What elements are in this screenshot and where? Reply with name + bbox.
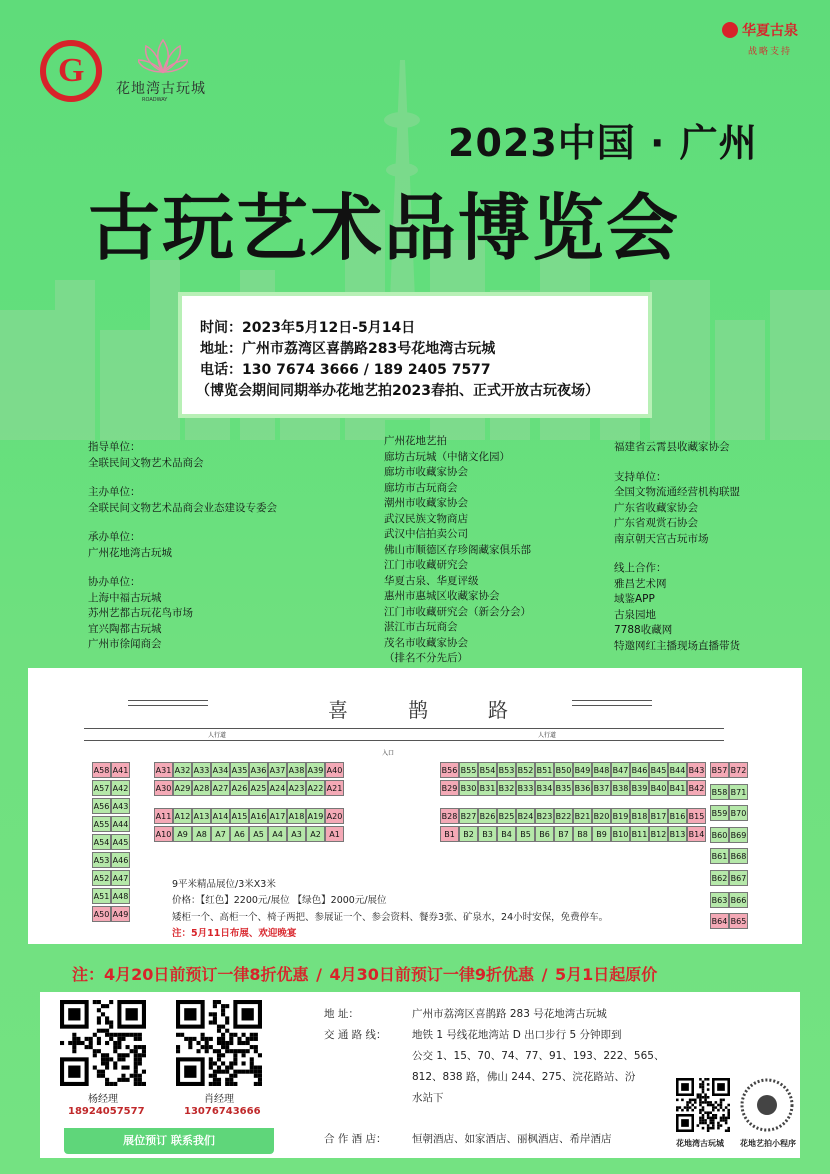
mini-program-code-icon[interactable] bbox=[740, 1078, 794, 1132]
booth-b46[interactable]: B46 bbox=[630, 762, 649, 778]
booth-b34[interactable]: B34 bbox=[535, 780, 554, 796]
booth-b71[interactable]: B71 bbox=[729, 784, 748, 800]
guangzhou-g-logo: G bbox=[40, 40, 102, 102]
organizer-line: 全国文物流通经营机构联盟 bbox=[614, 486, 740, 498]
booth-a34[interactable]: A34 bbox=[211, 762, 230, 778]
title-line-2: 古玩艺术品博览会 bbox=[88, 186, 681, 270]
booth-a52[interactable]: A52 bbox=[92, 870, 111, 886]
booth-b45[interactable]: B45 bbox=[649, 762, 668, 778]
spacer bbox=[88, 561, 277, 575]
booth-b65[interactable]: B65 bbox=[729, 913, 748, 929]
booth-b1[interactable]: B1 bbox=[440, 826, 459, 842]
organizer-line: 佛山市顺德区存珍阁藏家俱乐部 bbox=[384, 543, 531, 556]
booth-b13[interactable]: B13 bbox=[668, 826, 687, 842]
organizer-line: 廊坊市收藏家协会 bbox=[384, 466, 468, 478]
booth-b17[interactable]: B17 bbox=[649, 808, 668, 824]
traffic-label: 交 通 路 线： bbox=[324, 1029, 387, 1041]
booth-b67[interactable]: B67 bbox=[729, 870, 748, 886]
organizer-line: 苏州艺都古玩花鸟市场 bbox=[88, 607, 193, 619]
organizer-line: 广东省收藏家协会 bbox=[614, 501, 698, 514]
booth-b63[interactable]: B63 bbox=[710, 892, 729, 908]
booth-b18[interactable]: B18 bbox=[630, 808, 649, 824]
organizer-line: 线上合作： bbox=[614, 562, 667, 574]
organizer-line: 上海中福古玩城 bbox=[88, 591, 162, 604]
booth-a45[interactable]: A45 bbox=[111, 834, 130, 850]
booth-a33[interactable]: A33 bbox=[192, 762, 211, 778]
booth-a49[interactable]: A49 bbox=[111, 906, 130, 922]
booth-a32[interactable]: A32 bbox=[173, 762, 192, 778]
booth-b21[interactable]: B21 bbox=[573, 808, 592, 824]
organizer-line: 惠州市惠城区收藏家协会 bbox=[384, 590, 500, 602]
booth-b8[interactable]: B8 bbox=[573, 826, 592, 842]
booth-b3[interactable]: B3 bbox=[478, 826, 497, 842]
contact-us-button[interactable]: 展位预订 联系我们 bbox=[64, 1128, 274, 1154]
booth-b42[interactable]: B42 bbox=[687, 780, 706, 796]
brand-sub: ROADWAY bbox=[142, 97, 168, 103]
organizers-column-3 bbox=[614, 440, 740, 654]
spacer bbox=[614, 456, 740, 470]
organizer-line: 域鉴APP bbox=[614, 593, 655, 605]
booth-b43[interactable]: B43 bbox=[687, 762, 706, 778]
booth-a41[interactable]: A41 bbox=[111, 762, 130, 778]
organizer-line: 雅昌艺术网 bbox=[614, 577, 667, 590]
booth-b20[interactable]: B20 bbox=[592, 808, 611, 824]
booth-a24[interactable]: A24 bbox=[268, 780, 287, 796]
organizer-line: 廊坊古玩城（中储文化园） bbox=[384, 450, 510, 463]
booth-a16[interactable]: A16 bbox=[249, 808, 268, 824]
booth-b22[interactable]: B22 bbox=[554, 808, 573, 824]
address-value: 广州市荔湾区喜鹊路 283 号花地湾古玩城 bbox=[412, 1008, 607, 1020]
qr-label-city: 花地湾古玩城 bbox=[676, 1139, 724, 1148]
organizer-line: 特邀网红主播现场直播带货 bbox=[614, 639, 740, 652]
booth-b5[interactable]: B5 bbox=[516, 826, 535, 842]
booth-a40[interactable]: A40 bbox=[325, 762, 344, 778]
booth-a42[interactable]: A42 bbox=[111, 780, 130, 796]
booth-a44[interactable]: A44 bbox=[111, 816, 130, 832]
booth-includes: 矮柜一个、高柜一个、椅子两把、参展证一个、参会资料、餐券3张、矿泉水，24小时安保，免费停车。 bbox=[172, 912, 609, 923]
booth-b52[interactable]: B52 bbox=[516, 762, 535, 778]
booth-a3[interactable]: A3 bbox=[287, 826, 306, 842]
traffic-line-3: 812、838 路，佛山 244、275、浣花路站、汾 bbox=[412, 1071, 636, 1083]
booth-b14[interactable]: B14 bbox=[687, 826, 706, 842]
booth-a6[interactable]: A6 bbox=[230, 826, 249, 842]
booth-b61[interactable]: B61 bbox=[710, 848, 729, 864]
booth-a12[interactable]: A12 bbox=[173, 808, 192, 824]
lotus-logo-icon bbox=[138, 36, 188, 76]
booth-b49[interactable]: B49 bbox=[573, 762, 592, 778]
organizer-line: 湛江市古玩商会 bbox=[384, 621, 458, 633]
booth-b15[interactable]: B15 bbox=[687, 808, 706, 824]
organizer-line: 廊坊市古玩商会 bbox=[384, 481, 458, 494]
booth-b37[interactable]: B37 bbox=[592, 780, 611, 796]
organizer-line: 广州市徐闻商会 bbox=[88, 638, 162, 650]
booth-b68[interactable]: B68 bbox=[729, 848, 748, 864]
organizer-line: 华夏古泉、华夏评级 bbox=[384, 574, 479, 587]
booth-b36[interactable]: B36 bbox=[573, 780, 592, 796]
booth-a10[interactable]: A10 bbox=[154, 826, 173, 842]
organizer-line: 承办单位： bbox=[88, 531, 141, 543]
booth-a8[interactable]: A8 bbox=[192, 826, 211, 842]
booth-b40[interactable]: B40 bbox=[649, 780, 668, 796]
booth-a55[interactable]: A55 bbox=[92, 816, 111, 832]
organizer-line: 古泉园地 bbox=[614, 608, 656, 621]
booth-a5[interactable]: A5 bbox=[249, 826, 268, 842]
booth-b38[interactable]: B38 bbox=[611, 780, 630, 796]
booth-a27[interactable]: A27 bbox=[211, 780, 230, 796]
organizer-line: 广州花地湾古玩城 bbox=[88, 546, 172, 559]
organizer-line: 支持单位： bbox=[614, 470, 667, 483]
booth-a56[interactable]: A56 bbox=[92, 798, 111, 814]
traffic-line-1: 地铁 1 号线花地湾站 D 出口步行 5 分钟即到 bbox=[412, 1029, 622, 1041]
contact-phone-1: 18924057577 bbox=[68, 1106, 145, 1117]
organizers-column-2 bbox=[384, 434, 531, 667]
organizer-line: 江门市收藏研究会（新会分会） bbox=[384, 605, 531, 618]
booth-a46[interactable]: A46 bbox=[111, 852, 130, 868]
setup-note: 注：5月11日布展、欢迎晚宴 bbox=[172, 928, 297, 939]
booth-b59[interactable]: B59 bbox=[710, 805, 729, 821]
organizer-line: 广州花地艺拍 bbox=[384, 435, 447, 447]
booth-b11[interactable]: B11 bbox=[630, 826, 649, 842]
booth-a36[interactable]: A36 bbox=[249, 762, 268, 778]
booth-b72[interactable]: B72 bbox=[729, 762, 748, 778]
booth-b39[interactable]: B39 bbox=[630, 780, 649, 796]
booth-b27[interactable]: B27 bbox=[459, 808, 478, 824]
booth-b53[interactable]: B53 bbox=[497, 762, 516, 778]
info-address: 地址：广州市荔湾区喜鹊路283号花地湾古玩城 bbox=[200, 341, 496, 357]
organizer-line: 南京朝天宫古玩市场 bbox=[614, 532, 709, 545]
sidewalk-label-left: 人行道 bbox=[208, 732, 227, 739]
spacer bbox=[88, 471, 277, 485]
info-phone: 电话：130 7674 3666 / 189 2405 7577 bbox=[200, 362, 491, 378]
huaxia-logo-icon bbox=[722, 22, 738, 38]
booth-b25[interactable]: B25 bbox=[497, 808, 516, 824]
booth-b2[interactable]: B2 bbox=[459, 826, 478, 842]
booth-b19[interactable]: B19 bbox=[611, 808, 630, 824]
booth-b41[interactable]: B41 bbox=[668, 780, 687, 796]
booth-a21[interactable]: A21 bbox=[325, 780, 344, 796]
contact-name-1: 杨经理 bbox=[88, 1094, 118, 1105]
organizer-line: 江门市收藏研究会 bbox=[384, 559, 468, 571]
organizer-line: 广东省观赏石协会 bbox=[614, 517, 698, 529]
floor-plan bbox=[28, 668, 802, 944]
booth-b7[interactable]: B7 bbox=[554, 826, 573, 842]
booth-b9[interactable]: B9 bbox=[592, 826, 611, 842]
booth-a17[interactable]: A17 bbox=[268, 808, 287, 824]
contact-phone-2: 13076743666 bbox=[184, 1106, 261, 1117]
address-label: 地 址： bbox=[324, 1008, 359, 1020]
contact-panel bbox=[40, 992, 800, 1158]
booth-a4[interactable]: A4 bbox=[268, 826, 287, 842]
organizer-line: 潮州市收藏家协会 bbox=[384, 497, 468, 509]
booth-a31[interactable]: A31 bbox=[154, 762, 173, 778]
booth-b16[interactable]: B16 bbox=[668, 808, 687, 824]
organizer-line: 7788收藏网 bbox=[614, 624, 673, 636]
booth-a18[interactable]: A18 bbox=[287, 808, 306, 824]
booth-a53[interactable]: A53 bbox=[92, 852, 111, 868]
booth-b31[interactable]: B31 bbox=[478, 780, 497, 796]
booth-b28[interactable]: B28 bbox=[440, 808, 459, 824]
road-name: 喜鹊路 bbox=[328, 698, 568, 722]
booth-b33[interactable]: B33 bbox=[516, 780, 535, 796]
booth-a26[interactable]: A26 bbox=[230, 780, 249, 796]
organizers-column-1 bbox=[88, 440, 277, 653]
info-box bbox=[178, 292, 652, 418]
booth-b60[interactable]: B60 bbox=[710, 827, 729, 843]
organizer-line: 指导单位： bbox=[88, 441, 141, 453]
booth-b69[interactable]: B69 bbox=[729, 827, 748, 843]
booth-b50[interactable]: B50 bbox=[554, 762, 573, 778]
booth-a35[interactable]: A35 bbox=[230, 762, 249, 778]
booth-b35[interactable]: B35 bbox=[554, 780, 573, 796]
booth-a11[interactable]: A11 bbox=[154, 808, 173, 824]
organizer-line: 全联民间文物艺术品商会 bbox=[88, 456, 204, 469]
booth-a28[interactable]: A28 bbox=[192, 780, 211, 796]
booth-b70[interactable]: B70 bbox=[729, 805, 748, 821]
booth-b23[interactable]: B23 bbox=[535, 808, 554, 824]
booth-a50[interactable]: A50 bbox=[92, 906, 111, 922]
booth-a9[interactable]: A9 bbox=[173, 826, 192, 842]
traffic-line-4: 水站下 bbox=[412, 1092, 444, 1104]
booth-b30[interactable]: B30 bbox=[459, 780, 478, 796]
organizer-line: 福建省云霄县收藏家协会 bbox=[614, 441, 730, 453]
spacer bbox=[614, 547, 740, 561]
spacer bbox=[88, 516, 277, 530]
booth-a30[interactable]: A30 bbox=[154, 780, 173, 796]
qr-code-city[interactable] bbox=[676, 1078, 730, 1132]
booth-b55[interactable]: B55 bbox=[459, 762, 478, 778]
booth-b56[interactable]: B56 bbox=[440, 762, 459, 778]
booth-b29[interactable]: B29 bbox=[440, 780, 459, 796]
booth-b64[interactable]: B64 bbox=[710, 913, 729, 929]
booth-a13[interactable]: A13 bbox=[192, 808, 211, 824]
discount-banner: 注：4月20日前预订一律8折优惠 / 4月30日前预订一律9折优惠 / 5月1日起原价 bbox=[72, 965, 658, 984]
booth-a7[interactable]: A7 bbox=[211, 826, 230, 842]
booth-a25[interactable]: A25 bbox=[249, 780, 268, 796]
organizer-line: 协办单位： bbox=[88, 576, 141, 588]
organizer-line: 茂名市收藏家协会 bbox=[384, 636, 468, 649]
qr-label-mini: 花地艺拍小程序 bbox=[740, 1139, 796, 1148]
booth-b58[interactable]: B58 bbox=[710, 784, 729, 800]
booth-b47[interactable]: B47 bbox=[611, 762, 630, 778]
hotel-value: 恒朝酒店、如家酒店、丽枫酒店、希岸酒店 bbox=[412, 1133, 612, 1145]
booth-a20[interactable]: A20 bbox=[325, 808, 344, 824]
sidewalk-label-right: 人行道 bbox=[538, 732, 557, 739]
title-line-1: 2023中国 · 广州 bbox=[448, 121, 758, 165]
organizer-line: 武汉民族文物商店 bbox=[384, 512, 468, 525]
booth-a2[interactable]: A2 bbox=[306, 826, 325, 842]
booth-a23[interactable]: A23 bbox=[287, 780, 306, 796]
organizer-line: 武汉中信拍卖公司 bbox=[384, 528, 468, 540]
booth-a58[interactable]: A58 bbox=[92, 762, 111, 778]
qr-code-xiao[interactable] bbox=[176, 1000, 262, 1086]
booth-b24[interactable]: B24 bbox=[516, 808, 535, 824]
booth-b57[interactable]: B57 bbox=[710, 762, 729, 778]
booth-b54[interactable]: B54 bbox=[478, 762, 497, 778]
partner-name: 华夏古泉 bbox=[742, 23, 798, 39]
booth-a15[interactable]: A15 bbox=[230, 808, 249, 824]
info-note: （博览会期间同期举办花地艺拍2023春拍、正式开放古玩夜场） bbox=[196, 383, 599, 399]
booth-a29[interactable]: A29 bbox=[173, 780, 192, 796]
booth-a22[interactable]: A22 bbox=[306, 780, 325, 796]
booth-b48[interactable]: B48 bbox=[592, 762, 611, 778]
booth-b62[interactable]: B62 bbox=[710, 870, 729, 886]
brand-name: 花地湾古玩城 bbox=[116, 81, 206, 97]
booth-title: 9平米精品展位/3米X3米 bbox=[172, 879, 276, 890]
booth-b51[interactable]: B51 bbox=[535, 762, 554, 778]
booth-b6[interactable]: B6 bbox=[535, 826, 554, 842]
booth-a47[interactable]: A47 bbox=[111, 870, 130, 886]
booth-a54[interactable]: A54 bbox=[92, 834, 111, 850]
organizer-line: 宜兴陶都古玩城 bbox=[88, 622, 162, 635]
booth-a43[interactable]: A43 bbox=[111, 798, 130, 814]
booth-b12[interactable]: B12 bbox=[649, 826, 668, 842]
contact-name-2: 肖经理 bbox=[204, 1094, 234, 1105]
booth-a48[interactable]: A48 bbox=[111, 888, 130, 904]
traffic-line-2: 公交 1、15、70、74、77、91、193、222、565、 bbox=[412, 1050, 665, 1062]
booth-a19[interactable]: A19 bbox=[306, 808, 325, 824]
partner-sub: 战略支持 bbox=[748, 47, 793, 57]
booth-a57[interactable]: A57 bbox=[92, 780, 111, 796]
booth-a39[interactable]: A39 bbox=[306, 762, 325, 778]
booth-a38[interactable]: A38 bbox=[287, 762, 306, 778]
booth-price: 价格：【红色】2200元/展位 【绿色】2000元/展位 bbox=[172, 895, 387, 906]
organizer-line: 全联民间文物艺术品商会业态建设专委会 bbox=[88, 501, 277, 514]
info-time: 时间：2023年5月12日-5月14日 bbox=[200, 320, 416, 336]
booth-b44[interactable]: B44 bbox=[668, 762, 687, 778]
booth-b66[interactable]: B66 bbox=[729, 892, 748, 908]
booth-a14[interactable]: A14 bbox=[211, 808, 230, 824]
booth-b26[interactable]: B26 bbox=[478, 808, 497, 824]
booth-b32[interactable]: B32 bbox=[497, 780, 516, 796]
qr-code-yang[interactable] bbox=[60, 1000, 146, 1086]
booth-a37[interactable]: A37 bbox=[268, 762, 287, 778]
booth-b10[interactable]: B10 bbox=[611, 826, 630, 842]
booth-b4[interactable]: B4 bbox=[497, 826, 516, 842]
organizer-line: 主办单位： bbox=[88, 486, 141, 498]
organizer-line: （排名不分先后） bbox=[384, 652, 468, 664]
booth-a1[interactable]: A1 bbox=[325, 826, 344, 842]
booth-a51[interactable]: A51 bbox=[92, 888, 111, 904]
entrance-label: 入口 bbox=[382, 750, 395, 757]
hotel-label: 合 作 酒 店： bbox=[324, 1133, 387, 1145]
